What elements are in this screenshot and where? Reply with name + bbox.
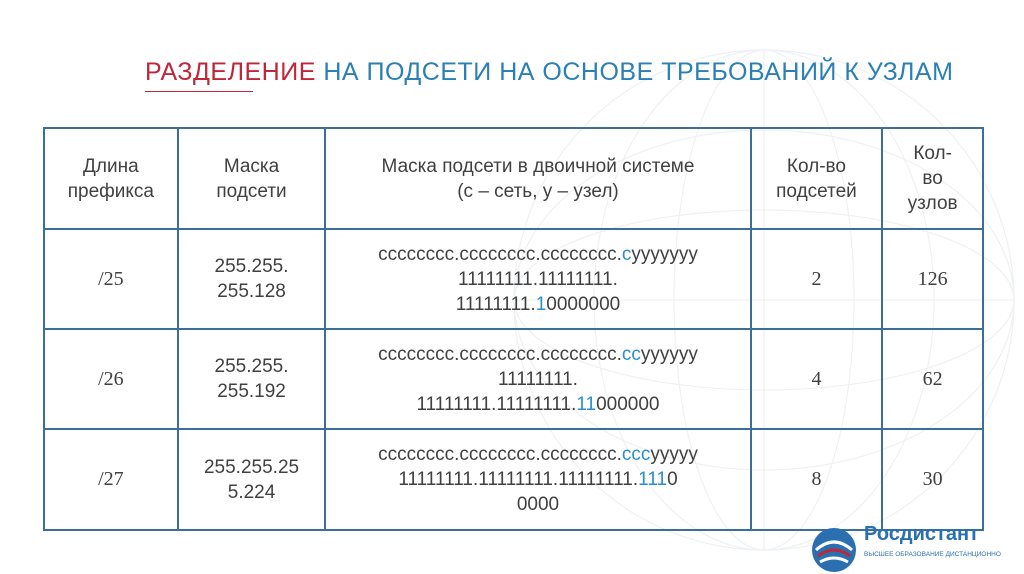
subnet-table — [43, 127, 984, 531]
logo-name: Росдистант — [864, 523, 979, 545]
slide-title — [145, 58, 953, 87]
subnets-cell: 4 — [751, 329, 883, 429]
binary-cell: сссссссс.сссссссс.сссссссс.ссуууууу 11111111. 11111111.11111111.11000000 — [325, 329, 750, 429]
header-row — [44, 128, 983, 229]
title-underline — [145, 91, 253, 92]
table-row — [44, 229, 983, 329]
subnets-cell: 2 — [751, 229, 883, 329]
header-binary: Маска подсети в двоичной системе (с – сеть, у – узел) — [325, 128, 750, 229]
prefix-cell: /27 — [44, 429, 178, 530]
table-row — [44, 329, 983, 429]
binary-cell: сссссссс.сссссссс.сссссссс.сууууууу 11111111.11111111. 11111111.10000000 — [325, 229, 750, 329]
hosts-cell: 62 — [882, 329, 983, 429]
prefix-cell: /25 — [44, 229, 178, 329]
mask-cell: 255.255. 255.192 — [178, 329, 326, 429]
prefix-cell: /26 — [44, 329, 178, 429]
header-hosts: Кол- во узлов — [882, 128, 983, 229]
title-blue-part: НА ПОДСЕТИ НА ОСНОВЕ ТРЕБОВАНИЙ К УЗЛАМ — [315, 58, 954, 86]
rosdistant-logo — [806, 520, 1006, 574]
header-mask: Маска подсети — [178, 128, 326, 229]
binary-cell: сссссссс.сссссссс.сссссссс.сссууууу 11111111.11111111.11111111.1110 0000 — [325, 429, 750, 530]
title-red-part: РАЗДЕЛЕНИЕ — [145, 58, 316, 86]
hosts-cell: 126 — [882, 229, 983, 329]
header-subnets: Кол-во подсетей — [751, 128, 883, 229]
header-prefix: Длина префикса — [44, 128, 178, 229]
logo-emblem-icon — [812, 528, 856, 572]
subnets-cell: 8 — [751, 429, 883, 530]
mask-cell: 255.255.25 5.224 — [178, 429, 326, 530]
logo-tagline: ВЫСШЕЕ ОБРАЗОВАНИЕ ДИСТАНЦИОННО — [864, 551, 1001, 558]
mask-cell: 255.255. 255.128 — [178, 229, 326, 329]
hosts-cell: 30 — [882, 429, 983, 530]
table-row — [44, 429, 983, 530]
